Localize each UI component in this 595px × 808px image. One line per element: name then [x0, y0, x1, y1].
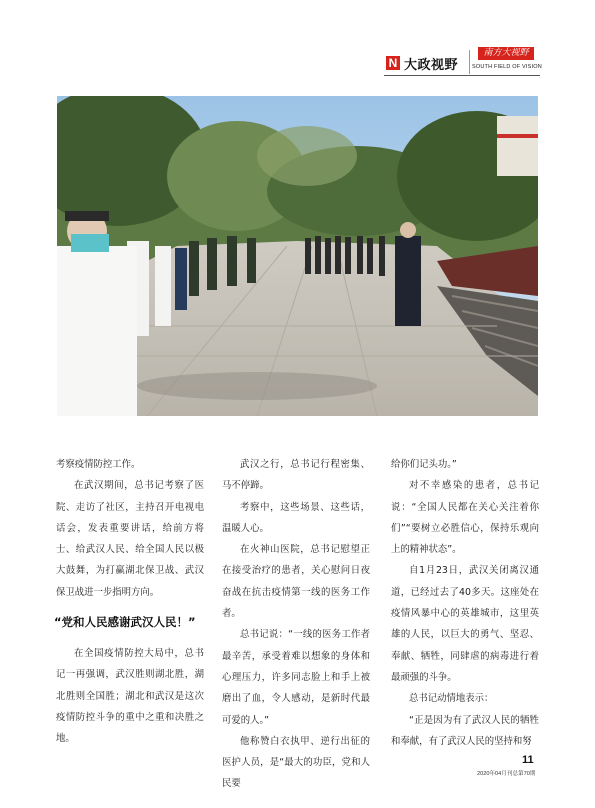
text-column-3	[391, 454, 539, 752]
paragraph: 武汉之行，总书记行程密集、马不停蹄。	[222, 459, 370, 492]
header-rule	[384, 75, 540, 76]
paragraph: 自1月23日，武汉关闭离汉通道，已经过去了40多天。这座处在疫情风暴中心的英雄城市，这里英雄的人民，以巨大的勇气、坚忍、奉献、牺牲，同肆虐的病毒进行着最顽强的斗争。	[391, 565, 539, 683]
paragraph: 总书记动情地表示：	[409, 693, 494, 705]
brand-logo-icon: N	[386, 56, 400, 70]
paragraph: 在全国疫情防控大局中，总书记一再强调，武汉胜则湖北胜，湖北胜则全国胜；湖北和武汉是这次疫情防控斗争的重中之重和决胜之地。	[56, 648, 204, 745]
issue-label: 2020年04月刊总第70期	[477, 771, 536, 777]
masthead	[384, 44, 540, 78]
publication-badge: 南方大视野	[478, 47, 534, 60]
news-photo	[57, 96, 538, 416]
paragraph: 总书记说：“一线的医务工作者最辛苦，承受着难以想象的身体和心理压力，许多同志脸上和手上被磨出了血，令人感动，是新时代最可爱的人。”	[222, 629, 370, 726]
paragraph: 对不幸感染的患者，总书记说：“全国人民都在关心关注着你们”“要树立必胜信心，保持乐观向上的精神状态”。	[391, 480, 539, 556]
paragraph: 考察中，这些场景、这些话，温暖人心。	[222, 501, 370, 534]
paragraph: “正是因为有了武汉人民的牺牲和奉献，有了武汉人民的坚持和努	[391, 714, 539, 747]
paragraph: 他称赞白衣执甲、逆行出征的医护人员，是“最大的功臣，党和人民要	[222, 735, 370, 790]
page-number: 11	[522, 754, 534, 766]
paragraph: 考察疫情防控工作。	[56, 459, 141, 470]
header-divider	[469, 50, 470, 74]
paragraph: 在武汉期间，总书记考察了医院、走访了社区，主持召开电视电话会，发表重要讲话，给前方将士、给武汉人民、给全国人民以极大鼓舞，为打赢湖北保卫战、武汉保卫战进一步指明方向。	[56, 480, 204, 598]
section-subheading: “党和人民感谢武汉人民！”	[54, 615, 196, 630]
publication-english-name: SOUTH FIELD OF VISION	[472, 64, 542, 70]
text-column-1	[56, 454, 204, 750]
section-title: 大政视野	[404, 58, 459, 73]
text-column-2	[222, 454, 370, 795]
paragraph: 给你们记头功。”	[391, 459, 457, 470]
paragraph: 在火神山医院，总书记慰望正在接受治疗的患者，关心慰问日夜奋战在抗击疫情第一线的医务工作者。	[222, 544, 370, 620]
